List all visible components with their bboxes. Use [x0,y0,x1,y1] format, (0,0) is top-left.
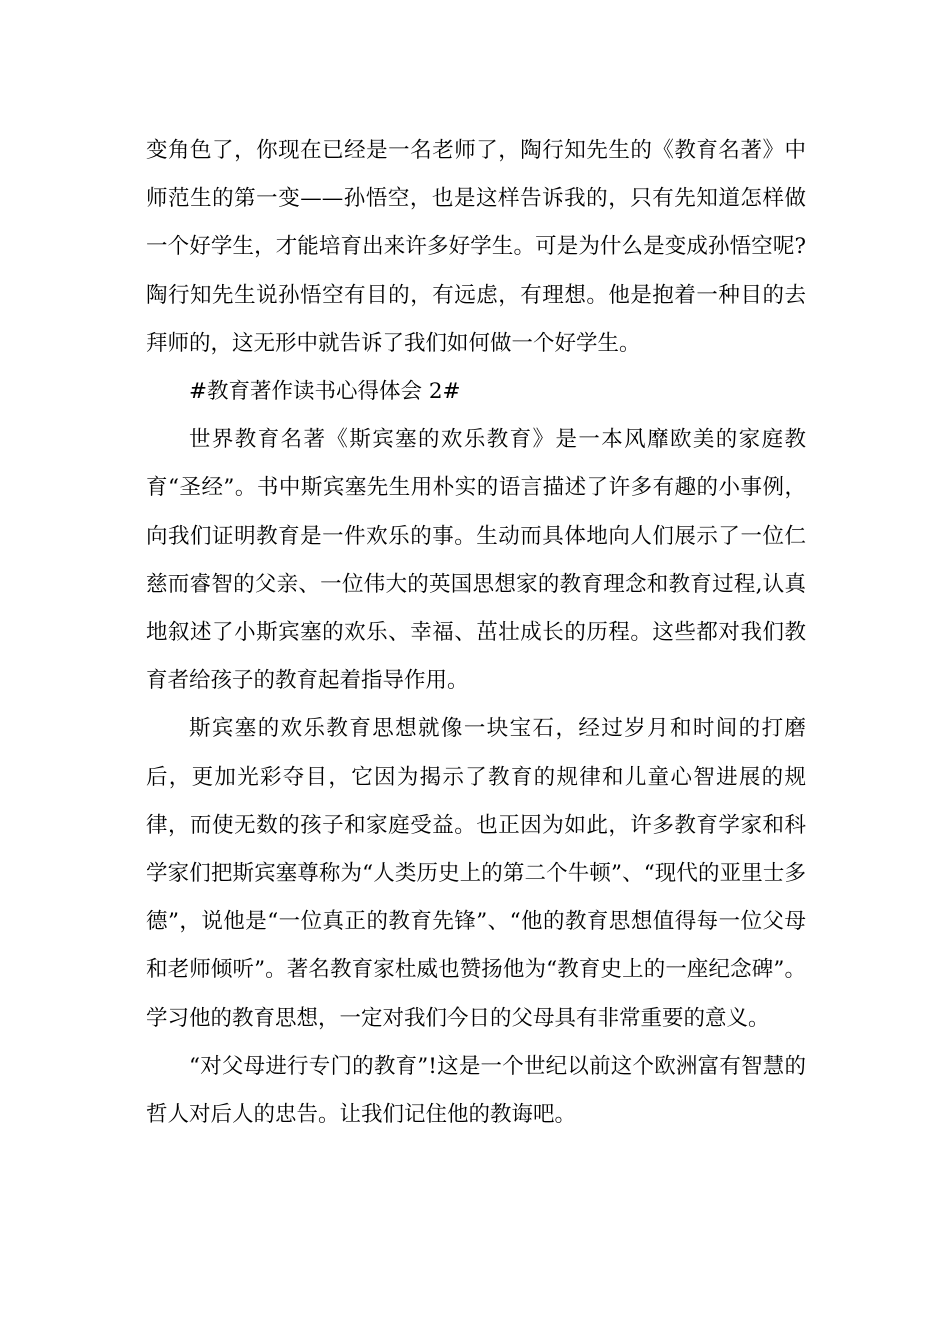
section-heading: #教育著作读书心得体会 2# [189,379,461,405]
paragraph-2: 世界教育名著《斯宾塞的欢乐教育》是一本风靡欧美的家庭教育“圣经”。书中斯宾塞先生用朴实的语言描述了许多有趣的小事例，向我们证明教育是一件欢乐的事。生动而具体地向人们展示了一位仁慈而睿智的父亲、一位伟大的英国思想家的教育理念和教育过程,认真地叙述了小斯宾塞的欢乐、幸福、茁壮成长的历程。这些都对我们教育者给孩子的教育起着指导作用。 [146,427,806,694]
paragraph-1: 变角色了，你现在已经是一名老师了，陶行知先生的《教育名著》中师范生的第一变——孙悟空，也是这样告诉我的，只有先知道怎样做一个好学生，才能培育出来许多好学生。可是为什么是变成孙悟空呢?陶行知先生说孙悟空有目的，有远虑，有理想。他是抱着一种目的去拜师的，这无形中就告诉了我们如何做一个好学生。 [146,138,806,356]
paragraph-4: “对父母进行专门的教育”!这是一个世纪以前这个欧洲富有智慧的哲人对后人的忠告。让我们记住他的教诲吧。 [146,1053,806,1128]
document-body [146,127,806,1139]
paragraph-3: 斯宾塞的欢乐教育思想就像一块宝石，经过岁月和时间的打磨后，更加光彩夺目，它因为揭示了教育的规律和儿童心智进展的规律，而使无数的孩子和家庭受益。也正因为如此，许多教育学家和科学家们把斯宾塞尊称为“人类历史上的第二个牛顿”、“现代的亚里士多德”，说他是“一位真正的教育先锋”、“他的教育思想值得每一位父母和老师倾听”。著名教育家杜威也赞扬他为“教育史上的一座纪念碑”。学习他的教育思想，一定对我们今日的父母具有非常重要的意义。 [146,716,806,1031]
